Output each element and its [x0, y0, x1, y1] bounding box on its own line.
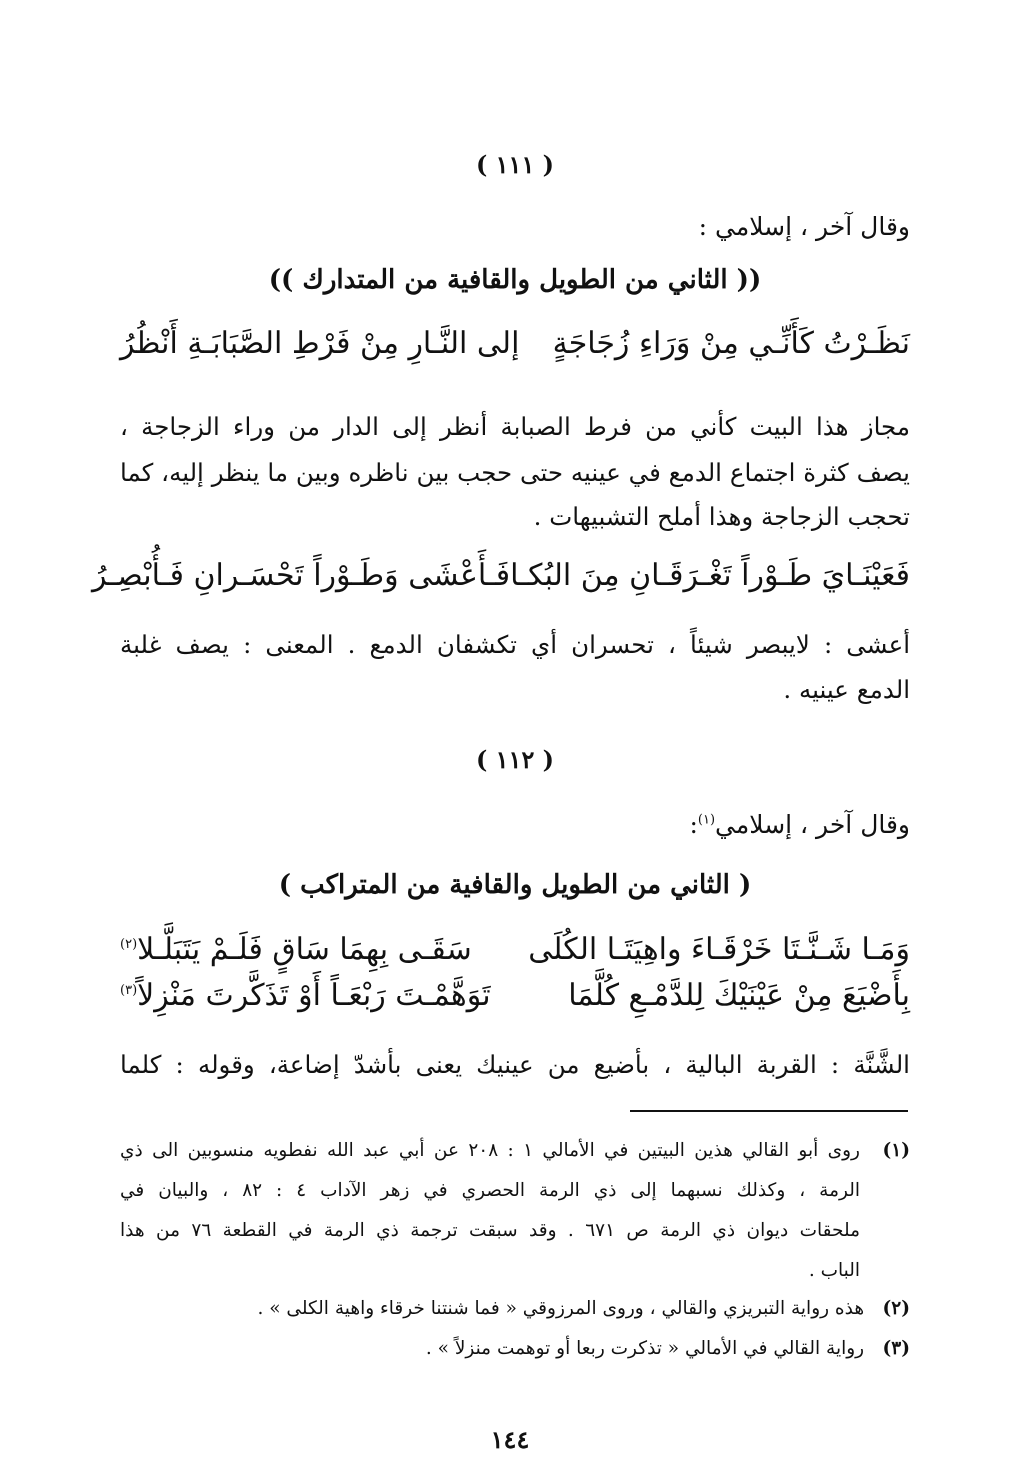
footnote-text: هذه رواية التبريزي والقالي ، وروى المرزوقي « فما شنتنا خرقاء واهية الكلى » .	[257, 1298, 865, 1319]
verse-line	[120, 932, 910, 967]
meter-heading: ( الثاني من الطويل والقافية من المتراكب )	[278, 870, 752, 900]
verse-line	[91, 558, 910, 593]
verse-line	[120, 978, 910, 1013]
footnote-line: ملحقات ديوان ذي الرمة ص ٦٧١ . وقد سبقت ترجمة ذي الرمة في القطعة ٧٦ من هذا	[120, 1220, 860, 1241]
commentary-line: الشَّنَّة : القربة البالية ، بأضيع من عينيك يعنى بأشدّ إضاعة، وقوله : كلما	[120, 1050, 910, 1079]
page-number: ١٤٤	[490, 1425, 530, 1454]
verse-second-hemistich: فَـأَعْشَى وَطَـوْراً تَحْسَـرانِ فَـأُبْصِـرُ	[91, 558, 511, 593]
footnote-text: رواية القالي في الأمالي « تذكرت ربعا أو توهمت منزلاً » .	[425, 1338, 865, 1359]
meter-heading: (( الثاني من الطويل والقافية من المتدارك ))	[268, 265, 762, 295]
commentary-line: الدمع عينيه .	[783, 675, 910, 704]
verse-line	[120, 326, 910, 361]
verse-first-hemistich: وَمَـا شَـنَّـتَا خَرْقَـاءَ واهِيَتَـا الكُلَى	[528, 932, 910, 967]
footnote-separator	[630, 1110, 908, 1112]
footnote-line	[120, 1140, 910, 1161]
verse-second-hemistich: إلى النَّـارِ مِنْ فَرْطِ الصَّبَابَـةِ أَنْظُرُ	[120, 326, 520, 361]
footnote-line: الرمة ، وكذلك نسبهما إلى ذي الرمة الحصري في زهر الآداب ٤ : ٨٢ ، والبيان في	[120, 1180, 860, 1201]
commentary-line: مجاز هذا البيت كأني من فرط الصبابة أنظر إلى الدار من وراء الزجاجة ،	[120, 412, 910, 441]
poem-number: ( ١١٢ )	[475, 745, 555, 774]
verse-first-hemistich: بِأَضْيَعَ مِنْ عَيْنَيْكَ لِلدَّمْـعِ كُلَّمَا	[568, 978, 910, 1013]
poem-intro-colon: :	[689, 810, 698, 839]
verse-first-hemistich: نَظَـرْتُ كَأَنِّـي مِنْ وَرَاءِ زُجَاجَةٍ	[552, 326, 910, 361]
footnote-ref: (١)	[697, 812, 716, 828]
footnote	[120, 1140, 910, 1161]
footnote-text: روى أبو القالي هذين البيتين في الأمالي ١ : ٢٠٨ عن أبي عبد الله نفطويه منسوبين الى ذي	[120, 1140, 860, 1161]
commentary-line: يصف كثرة اجتماع الدمع في عينيه حتى حجب بين ناظره وبين ما ينظر إليه، كما	[120, 458, 910, 487]
footnote	[120, 1338, 910, 1359]
footnote-mark: (٣)	[882, 1338, 910, 1359]
commentary-line: أعشى : لايبصر شيئاً ، تحسران أي تكشفان الدمع . المعنى : يصف غلبة	[120, 630, 910, 659]
footnote	[120, 1298, 910, 1319]
footnote-mark: (٢)	[882, 1298, 910, 1319]
poem-number: ( ١١١ )	[475, 150, 555, 179]
verse-second-hemistich: تَوَهَّمْـتَ رَبْعَـاً أَوْ تَذَكَّرتَ مَنْزِلاً	[137, 978, 491, 1013]
footnote-ref: (٢)	[120, 937, 138, 952]
verse-second-hemistich: سَقَـى بِهِمَا سَاقٍ فَلَـمْ يَتَبَلَّـلا	[137, 932, 472, 967]
footnote-ref: (٣)	[120, 983, 138, 998]
poem-intro	[120, 810, 910, 839]
poem-intro-text: وقال آخر ، إسلامي	[715, 810, 910, 839]
commentary-line: تحجب الزجاجة وهذا أملح التشبيهات .	[533, 502, 910, 531]
verse-first-hemistich: فَعَيْنَـايَ طَـوْراً تَغْـرَقَـانِ مِنَ البُكـا	[510, 558, 910, 593]
footnote-line: الباب .	[808, 1260, 860, 1281]
footnote-mark: (١)	[882, 1140, 910, 1161]
poem-intro: وقال آخر ، إسلامي :	[698, 212, 910, 241]
